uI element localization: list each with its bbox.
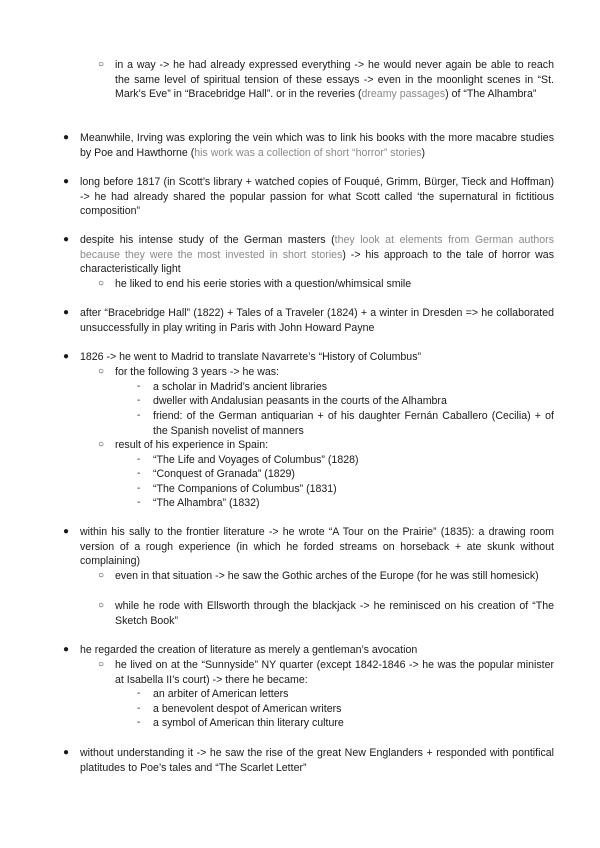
list-item: Meanwhile, Irving was exploring the vein which was to link his books with the more macabre studies by Poe and Hawthorne (his work was a collection of short “horror” stories) bbox=[80, 132, 554, 159]
filled-bullet-icon: ● bbox=[63, 176, 70, 187]
dash-bullet-icon: - bbox=[137, 410, 141, 421]
dash-bullet-icon: - bbox=[137, 483, 141, 494]
list-item: while he rode with Ellsworth through the blackjack -> he reminisced on his creation of “The Sketch Book” bbox=[115, 600, 554, 627]
hollow-bullet-icon: ○ bbox=[98, 439, 105, 450]
filled-bullet-icon: ● bbox=[63, 747, 70, 758]
list-item: within his sally to the frontier literature -> he wrote “A Tour on the Prairie” (1835): a drawing room version of a rough experience (in which he forded streams on horseback + ate skunk without complaining) bbox=[80, 526, 554, 568]
dash-bullet-icon: - bbox=[137, 381, 141, 392]
dash-bullet-icon: - bbox=[137, 717, 141, 728]
list-item: he liked to end his eerie stories with a question/whimsical smile bbox=[115, 278, 412, 290]
hollow-bullet-icon: ○ bbox=[98, 59, 105, 70]
list-item: despite his intense study of the German masters (they look at elements from German authors because they were the most invested in short stories) -> his approach to the tale of horror was characteristically light bbox=[80, 234, 554, 276]
filled-bullet-icon: ● bbox=[63, 132, 70, 143]
dash-bullet-icon: - bbox=[137, 395, 141, 406]
list-item: result of his experience in Spain: bbox=[115, 439, 269, 451]
hollow-bullet-icon: ○ bbox=[98, 600, 105, 611]
list-item: a benevolent despot of American writers bbox=[153, 703, 342, 715]
filled-bullet-icon: ● bbox=[63, 234, 70, 245]
list-item: “Conquest of Granada” (1829) bbox=[153, 468, 295, 480]
dash-bullet-icon: - bbox=[137, 703, 141, 714]
dash-bullet-icon: - bbox=[137, 468, 141, 479]
hollow-bullet-icon: ○ bbox=[98, 659, 105, 670]
list-item: a symbol of American thin literary culture bbox=[153, 717, 344, 729]
list-item: dweller with Andalusian peasants in the courts of the Alhambra bbox=[153, 395, 447, 407]
hollow-bullet-icon: ○ bbox=[98, 570, 105, 581]
list-item: “The Life and Voyages of Columbus” (1828) bbox=[153, 454, 359, 466]
filled-bullet-icon: ● bbox=[63, 644, 70, 655]
list-item: in a way -> he had already expressed everything -> he would never again be able to reach the same level of spiritual tension of these essays -> even in the moonlight scenes in “St. Mark’s Eve” in “Bracebridge Hall”. or in the reveries (dreamy passages) of “The Alhambra” bbox=[115, 59, 554, 101]
filled-bullet-icon: ● bbox=[63, 351, 70, 362]
list-item: after “Bracebridge Hall” (1822) + Tales of a Traveler (1824) + a winter in Dresden => he collaborated unsuccessfully in play writing in Paris with John Howard Payne bbox=[80, 307, 554, 334]
list-item: for the following 3 years -> he was: bbox=[115, 366, 279, 378]
dash-bullet-icon: - bbox=[137, 497, 141, 508]
list-item: 1826 -> he went to Madrid to translate Navarrete’s “History of Columbus” bbox=[80, 351, 422, 363]
list-item: long before 1817 (in Scott’s library + watched copies of Fouqué, Grimm, Bürger, Tieck and Hoffman) -> he had already shared the popular passion for what Scott called ‘the supernatural in fictitious composition” bbox=[80, 176, 554, 218]
dash-bullet-icon: - bbox=[137, 688, 141, 699]
list-item: a scholar in Madrid’s ancient libraries bbox=[153, 381, 328, 393]
list-item: even in that situation -> he saw the Gothic arches of the Europe (for he was still homesick) bbox=[115, 570, 539, 582]
filled-bullet-icon: ● bbox=[63, 307, 70, 318]
dash-bullet-icon: - bbox=[137, 454, 141, 465]
list-item: “The Companions of Columbus” (1831) bbox=[153, 483, 337, 495]
hollow-bullet-icon: ○ bbox=[98, 278, 105, 289]
filled-bullet-icon: ● bbox=[63, 526, 70, 537]
list-item: “The Alhambra” (1832) bbox=[153, 497, 260, 509]
list-item: friend: of the German antiquarian + of his daughter Fernán Caballero (Cecilia) + of the Spanish novelist of manners bbox=[153, 410, 554, 437]
list-item: he regarded the creation of literature as merely a gentleman’s avocation bbox=[80, 644, 418, 656]
list-item: an arbiter of American letters bbox=[153, 688, 289, 700]
hollow-bullet-icon: ○ bbox=[98, 366, 105, 377]
list-item: without understanding it -> he saw the rise of the great New Englanders + responded with pontifical platitudes to Poe’s tales and “The Scarlet Letter” bbox=[80, 747, 554, 774]
list-item: he lived on at the “Sunnyside” NY quarter (except 1842-1846 -> he was the popular minister at Isabella II’s court) -> there he became: bbox=[115, 659, 554, 686]
